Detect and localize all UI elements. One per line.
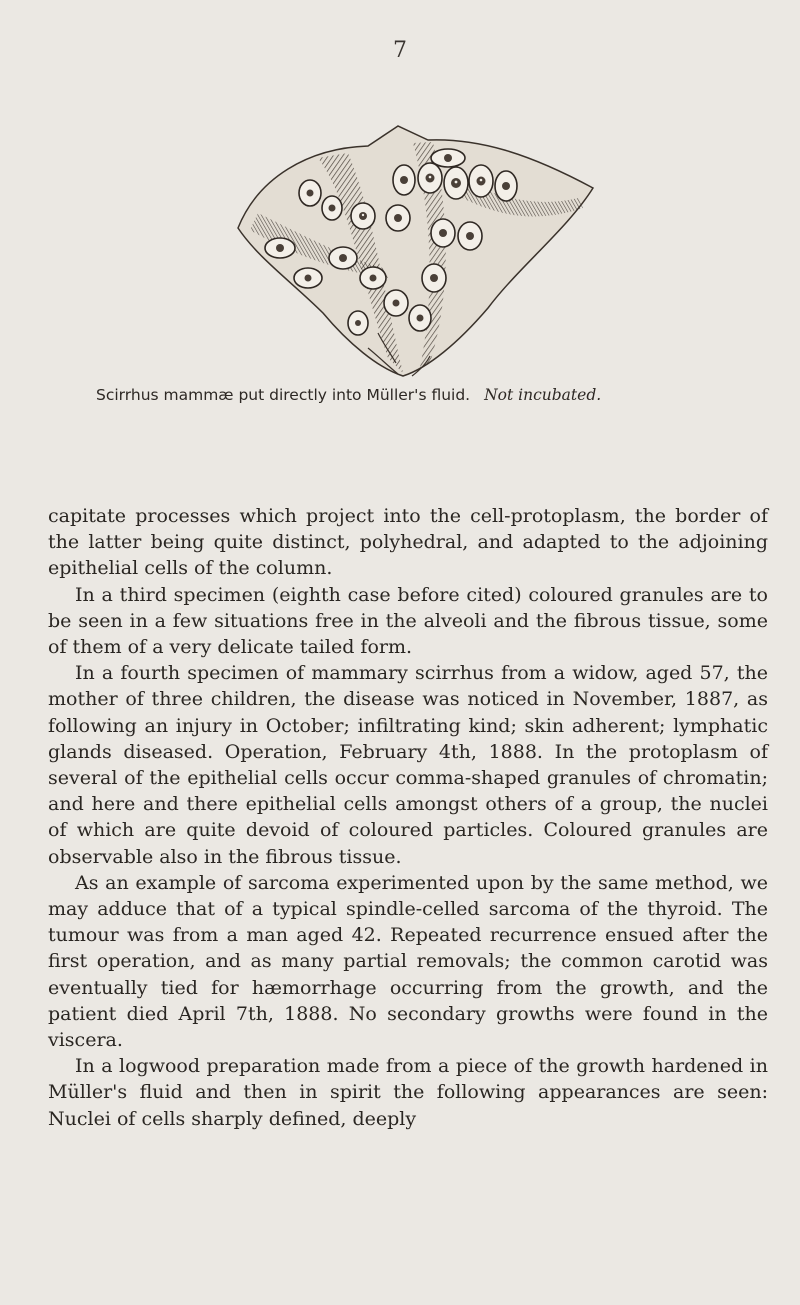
page-number: 7 [393, 38, 407, 63]
paragraph: In a fourth specimen of mammary scirrhus from a widow, aged 57, the mother of three children, the disease was noticed in November, 1887, as following an injury in October; infiltrating kind; skin adherent; lymphatic glands diseased. Operation, February 4th, 1888. In the protoplasm of several of the epithelial cells occur comma-shaped granules of chromatin; and here and there epithelial cells amongst others of a group, the nuclei of which are quite devoid of coloured particles. Coloured granules are observable also in the fibrous tissue. [48, 662, 768, 868]
histology-illustration [198, 118, 616, 378]
caption-note: Not incubated. [484, 386, 602, 404]
caption-main: Scirrhus mammæ put directly into Müller's fluid. [96, 386, 471, 404]
body-text [48, 503, 768, 1132]
paragraph: In a third specimen (eighth case before cited) coloured granules are to be seen in a few situations free in the alveoli and the fibrous tissue, some of them of a very delicate tailed form. [48, 583, 768, 659]
figure-caption [96, 386, 756, 404]
paragraph: As an example of sarcoma experimented upon by the same method, we may adduce that of a typical spindle-celled sarcoma of the thyroid. The tumour was from a man aged 42. Repeated recurrence ensued after the first operation, and as many partial removals; the common carotid was eventually tied for hæmorrhage occurring from the growth, and the patient died April 7th, 1888. No secondary growths were found in the viscera. [48, 871, 768, 1052]
paragraph: capitate processes which project into the cell-protoplasm, the border of the latter being quite distinct, polyhedral, and adapted to the adjoining epithelial cells of the column. [48, 505, 768, 580]
paragraph: In a logwood preparation made from a piece of the growth hardened in Müller's fluid and then in spirit the following appearances are seen: Nuclei of cells sharply defined, deeply [48, 1055, 768, 1130]
